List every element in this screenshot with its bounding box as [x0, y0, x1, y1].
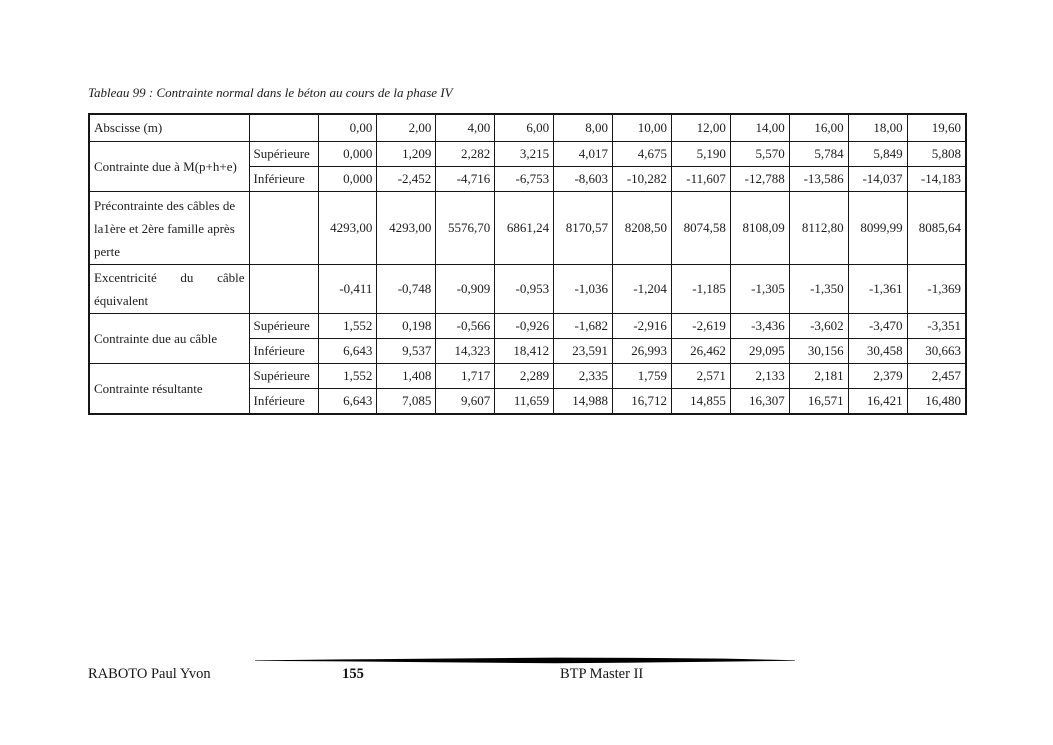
value-cell: 0,198 — [377, 314, 436, 339]
value-cell: 16,712 — [613, 389, 672, 415]
table-row — [89, 142, 966, 167]
value-cell: 10,00 — [613, 114, 672, 142]
value-cell: 26,462 — [671, 339, 730, 364]
header-label: Abscisse (m) — [89, 114, 249, 142]
row-label-resultante: Contrainte résultante — [89, 364, 249, 415]
value-cell: -1,682 — [554, 314, 613, 339]
value-cell: 30,156 — [789, 339, 848, 364]
value-cell: 0,00 — [318, 114, 377, 142]
value-cell: -1,185 — [671, 265, 730, 314]
value-cell: 4293,00 — [377, 192, 436, 265]
row-sublabel-empty — [249, 265, 318, 314]
value-cell: -2,452 — [377, 167, 436, 192]
value-cell: 30,458 — [848, 339, 907, 364]
value-cell: 9,607 — [436, 389, 495, 415]
value-cell: 4,675 — [613, 142, 672, 167]
value-cell: 4,00 — [436, 114, 495, 142]
value-cell: 1,717 — [436, 364, 495, 389]
row-sublabel: Inférieure — [249, 339, 318, 364]
value-cell: 2,133 — [730, 364, 789, 389]
value-cell: -1,305 — [730, 265, 789, 314]
value-cell: -0,926 — [495, 314, 554, 339]
value-cell: 14,855 — [671, 389, 730, 415]
table-row — [89, 364, 966, 389]
value-cell: 29,095 — [730, 339, 789, 364]
row-label-cable: Contrainte due au câble — [89, 314, 249, 364]
value-cell: 14,988 — [554, 389, 613, 415]
stress-table — [88, 113, 967, 415]
value-cell: 8108,09 — [730, 192, 789, 265]
value-cell: 12,00 — [671, 114, 730, 142]
value-cell: -3,436 — [730, 314, 789, 339]
value-cell: 8099,99 — [848, 192, 907, 265]
value-cell: 2,379 — [848, 364, 907, 389]
value-cell: 6,643 — [318, 339, 377, 364]
value-cell: 5,570 — [730, 142, 789, 167]
header-sublabel-empty — [249, 114, 318, 142]
value-cell: 5576,70 — [436, 192, 495, 265]
footer-divider-line — [255, 657, 795, 665]
value-cell: 8112,80 — [789, 192, 848, 265]
value-cell: 6,00 — [495, 114, 554, 142]
value-cell: 30,663 — [907, 339, 966, 364]
value-cell: -8,603 — [554, 167, 613, 192]
value-cell: 5,784 — [789, 142, 848, 167]
value-cell: 6861,24 — [495, 192, 554, 265]
value-cell: -1,036 — [554, 265, 613, 314]
value-cell: 11,659 — [495, 389, 554, 415]
value-cell: 1,552 — [318, 364, 377, 389]
value-cell: -6,753 — [495, 167, 554, 192]
value-cell: 16,421 — [848, 389, 907, 415]
value-cell: -2,916 — [613, 314, 672, 339]
value-cell: -14,183 — [907, 167, 966, 192]
value-cell: -0,909 — [436, 265, 495, 314]
value-cell: -1,350 — [789, 265, 848, 314]
value-cell: 4,017 — [554, 142, 613, 167]
row-sublabel: Inférieure — [249, 167, 318, 192]
value-cell: -10,282 — [613, 167, 672, 192]
value-cell: 2,282 — [436, 142, 495, 167]
value-cell: 1,209 — [377, 142, 436, 167]
value-cell: 6,643 — [318, 389, 377, 415]
value-cell: -3,470 — [848, 314, 907, 339]
value-cell: 1,759 — [613, 364, 672, 389]
value-cell: 9,537 — [377, 339, 436, 364]
value-cell: -13,586 — [789, 167, 848, 192]
row-label-precontrainte: Précontrainte des câbles de la1ère et 2ère famille après perte — [89, 192, 249, 265]
value-cell: -3,602 — [789, 314, 848, 339]
value-cell: -3,351 — [907, 314, 966, 339]
row-sublabel: Supérieure — [249, 314, 318, 339]
table-caption: Tableau 99 : Contrainte normal dans le béton au cours de la phase IV — [88, 85, 453, 100]
table-row — [89, 192, 966, 265]
value-cell: 7,085 — [377, 389, 436, 415]
value-cell: 18,00 — [848, 114, 907, 142]
value-cell: 1,552 — [318, 314, 377, 339]
value-cell: 0,000 — [318, 142, 377, 167]
value-cell: -0,953 — [495, 265, 554, 314]
value-cell: -1,361 — [848, 265, 907, 314]
value-cell: 2,457 — [907, 364, 966, 389]
footer-program: BTP Master II — [560, 666, 644, 682]
value-cell: 16,480 — [907, 389, 966, 415]
value-cell: -0,748 — [377, 265, 436, 314]
value-cell: 26,993 — [613, 339, 672, 364]
row-sublabel-empty — [249, 192, 318, 265]
value-cell: 5,808 — [907, 142, 966, 167]
table-row — [89, 265, 966, 314]
table-header-row — [89, 114, 966, 142]
value-cell: -1,369 — [907, 265, 966, 314]
value-cell: 5,849 — [848, 142, 907, 167]
value-cell: 2,335 — [554, 364, 613, 389]
value-cell: 1,408 — [377, 364, 436, 389]
table-row — [89, 314, 966, 339]
value-cell: -11,607 — [671, 167, 730, 192]
value-cell: 2,289 — [495, 364, 554, 389]
footer-page-number: 155 — [342, 666, 364, 682]
value-cell: 8208,50 — [613, 192, 672, 265]
value-cell: 3,215 — [495, 142, 554, 167]
row-sublabel: Supérieure — [249, 364, 318, 389]
value-cell: 19,60 — [907, 114, 966, 142]
value-cell: 2,181 — [789, 364, 848, 389]
value-cell: 8085,64 — [907, 192, 966, 265]
value-cell: 14,00 — [730, 114, 789, 142]
value-cell: -0,566 — [436, 314, 495, 339]
value-cell: -4,716 — [436, 167, 495, 192]
value-cell: 2,00 — [377, 114, 436, 142]
value-cell: 4293,00 — [318, 192, 377, 265]
value-cell: 16,571 — [789, 389, 848, 415]
value-cell: -14,037 — [848, 167, 907, 192]
value-cell: 2,571 — [671, 364, 730, 389]
value-cell: 16,00 — [789, 114, 848, 142]
row-sublabel: Inférieure — [249, 389, 318, 415]
row-label-excentricite: Excentricité du câble équivalent — [89, 265, 249, 314]
value-cell: -2,619 — [671, 314, 730, 339]
value-cell: -0,411 — [318, 265, 377, 314]
value-cell: 0,000 — [318, 167, 377, 192]
value-cell: -1,204 — [613, 265, 672, 314]
value-cell: 23,591 — [554, 339, 613, 364]
value-cell: 14,323 — [436, 339, 495, 364]
value-cell: 18,412 — [495, 339, 554, 364]
row-label-moment: Contrainte due à M(p+h+e) — [89, 142, 249, 192]
row-sublabel: Supérieure — [249, 142, 318, 167]
value-cell: 8074,58 — [671, 192, 730, 265]
value-cell: 8170,57 — [554, 192, 613, 265]
value-cell: 8,00 — [554, 114, 613, 142]
value-cell: 5,190 — [671, 142, 730, 167]
footer-author: RABOTO Paul Yvon — [88, 666, 211, 682]
value-cell: 16,307 — [730, 389, 789, 415]
value-cell: -12,788 — [730, 167, 789, 192]
